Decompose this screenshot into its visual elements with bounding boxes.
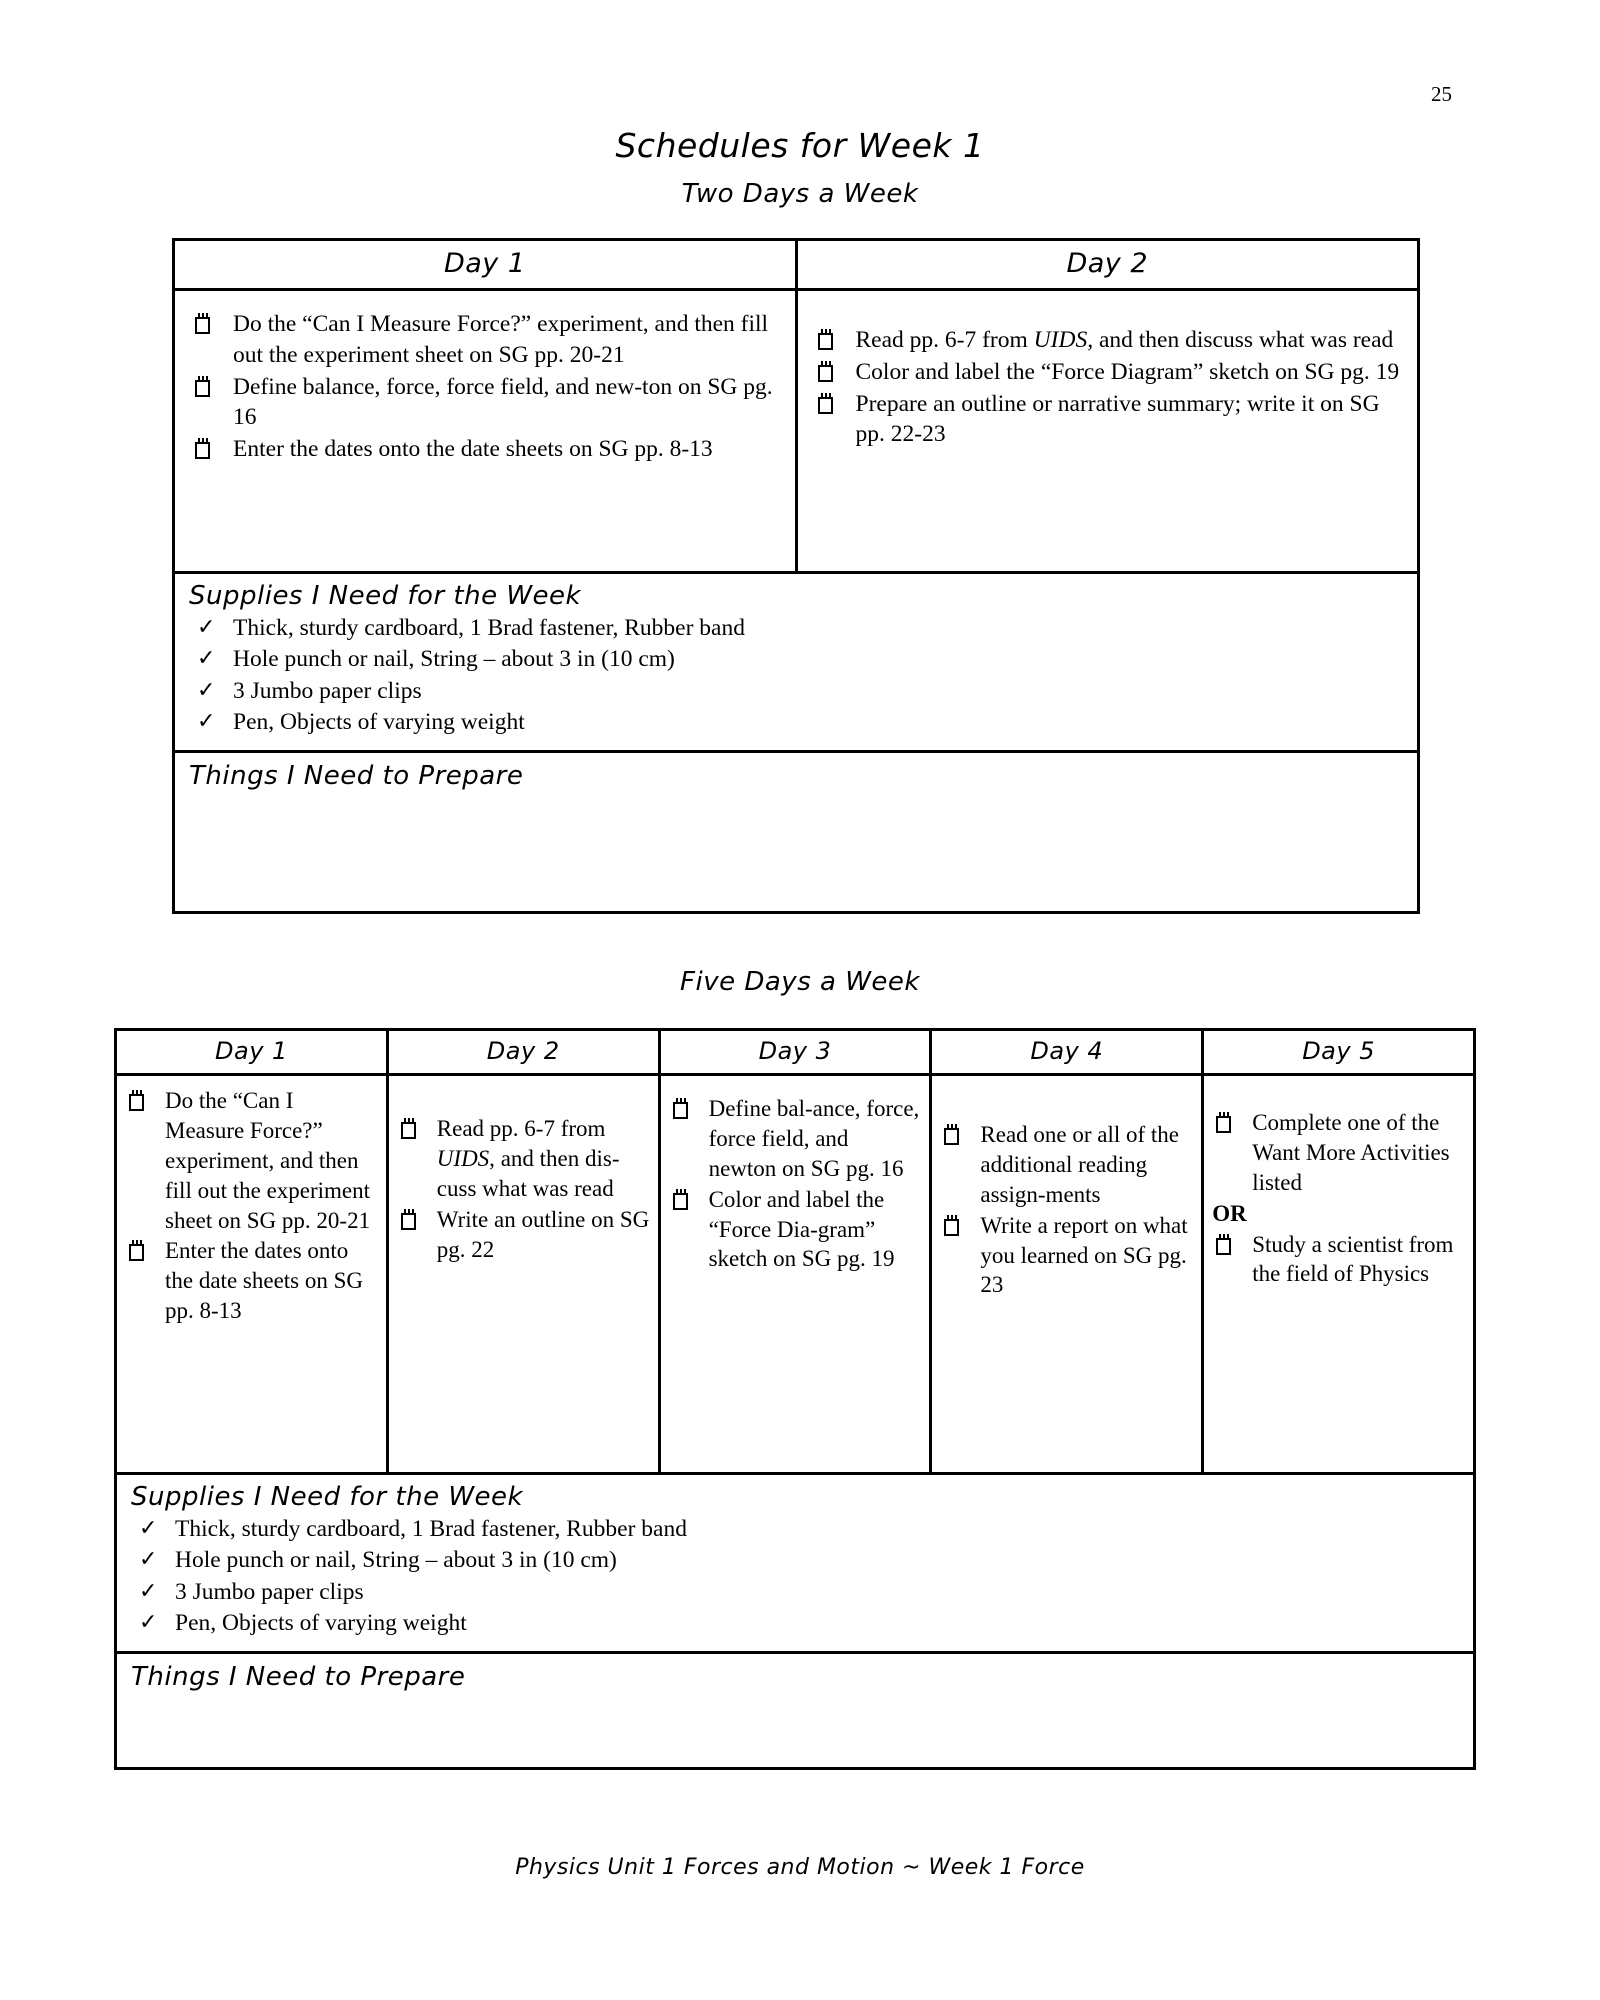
supplies-heading: Supplies I Need for the Week: [189, 581, 582, 611]
task-text: Write a report on what you learned on SG pg. 23: [980, 1212, 1188, 1298]
task-item[interactable]: [940, 1211, 1193, 1301]
five-days-section-title: Five Days a Week: [680, 967, 920, 997]
column-header-day-5: Day 5: [1201, 1031, 1473, 1073]
day-1-cell: [175, 291, 795, 571]
supply-text: Hole punch or nail, String – about 3 in (10 cm): [233, 646, 675, 673]
or-separator: OR: [1212, 1200, 1247, 1226]
task-text: Define bal-ance, force, force field, and newton on SG pg. 16: [708, 1096, 920, 1181]
five-days-supplies-section: [117, 1475, 1473, 1654]
supply-text: Thick, sturdy cardboard, 1 Brad fastener, Rubber band: [233, 615, 745, 641]
task-text: Do the “Can I Measure Force?” experiment, and then fill out the experiment sheet on SG pp. 20-21: [233, 311, 769, 368]
task-item[interactable]: [189, 434, 779, 465]
page-title: Schedules for Week 1: [615, 126, 985, 165]
task-item[interactable]: [125, 1236, 378, 1326]
supply-item[interactable]: [189, 676, 1403, 707]
column-header-day-1: Day 1: [215, 1037, 288, 1065]
notepad-icon: [818, 361, 836, 383]
task-text: Color and label the “Force Dia-gram” sketch on SG pg. 19: [708, 1186, 895, 1272]
day-3-task-list: [669, 1094, 922, 1274]
day-4-task-list: [940, 1120, 1193, 1300]
notepad-icon: [1216, 1234, 1234, 1256]
supply-text: Pen, Objects of varying weight: [233, 708, 525, 735]
page-footer: Physics Unit 1 Forces and Motion ~ Week 1 Force: [515, 1855, 1085, 1880]
supply-text: Pen, Objects of varying weight: [175, 1609, 467, 1636]
supply-text: 3 Jumbo paper clips: [233, 677, 422, 704]
five-days-prepare-section[interactable]: [117, 1654, 1473, 1754]
supply-text: Hole punch or nail, String – about 3 in (10 cm): [175, 1547, 617, 1574]
notepad-icon: [195, 376, 213, 398]
notepad-icon: [1216, 1112, 1234, 1134]
supply-item[interactable]: [189, 707, 1403, 738]
notepad-icon: [818, 329, 836, 351]
day-1-cell: [117, 1076, 386, 1472]
notepad-icon: [401, 1209, 419, 1231]
day-1-task-list: [125, 1086, 378, 1326]
page-number: 25: [1431, 82, 1452, 106]
task-item[interactable]: [189, 309, 779, 371]
day-3-cell: [658, 1076, 930, 1472]
task-item[interactable]: [1212, 1230, 1465, 1290]
two-days-supplies-section: [175, 574, 1417, 753]
column-header-day-2: Day 2: [386, 1031, 658, 1073]
task-text-pre: Read pp. 6-7 from: [855, 327, 1034, 353]
prepare-heading: Things I Need to Prepare: [131, 1662, 466, 1692]
supply-item[interactable]: [131, 1545, 1459, 1576]
task-text: Study a scientist from the field of Physics: [1252, 1231, 1454, 1287]
task-item[interactable]: [812, 325, 1402, 356]
check-icon: ✓: [197, 677, 216, 703]
supplies-heading: Supplies I Need for the Week: [131, 1482, 524, 1512]
column-header-day-4: Day 4: [929, 1031, 1201, 1073]
notepad-icon: [401, 1118, 419, 1140]
supply-item[interactable]: [131, 1608, 1459, 1639]
notepad-icon: [195, 438, 213, 460]
prepare-heading: Things I Need to Prepare: [189, 761, 524, 791]
task-item[interactable]: [669, 1185, 922, 1275]
task-text-post: and then discuss what was read: [1093, 327, 1394, 353]
task-text: Complete one of the Want More Activities listed: [1252, 1110, 1450, 1195]
task-item[interactable]: [397, 1205, 650, 1265]
check-icon: ✓: [139, 1578, 158, 1604]
check-icon: ✓: [197, 708, 216, 734]
task-item[interactable]: [397, 1114, 650, 1204]
two-days-schedule-table: [172, 238, 1420, 914]
task-text: Prepare an outline or narrative summary; write it on SG pp. 22-23: [855, 390, 1380, 448]
day-2-cell: [386, 1076, 658, 1472]
notepad-icon: [944, 1124, 962, 1146]
day-4-cell: [929, 1076, 1201, 1472]
task-text-pre: Read pp. 6-7 from: [436, 1116, 606, 1141]
task-item[interactable]: [669, 1094, 922, 1184]
two-days-subtitle: Two Days a Week: [681, 179, 919, 209]
task-item[interactable]: [125, 1086, 378, 1235]
five-days-body-row: [117, 1076, 1473, 1475]
task-text: Read one or all of the additional reading assign-ments: [980, 1122, 1180, 1207]
task-text: Enter the dates onto the date sheets on SG pp. 8-13: [233, 436, 713, 463]
task-text: Define balance, force, force field, and new-ton on SG pg. 16: [233, 373, 773, 431]
supply-text: Thick, sturdy cardboard, 1 Brad fastener, Rubber band: [175, 1516, 687, 1542]
supply-item[interactable]: [189, 644, 1403, 675]
supply-item[interactable]: [131, 1577, 1459, 1608]
five-days-header-row: [117, 1031, 1473, 1076]
column-header-day-1: Day 1: [443, 248, 526, 279]
task-text-italic: UIDS,: [1033, 327, 1094, 353]
day-1-task-list: [189, 309, 779, 465]
task-text-post: and then dis-cuss what was read: [436, 1145, 620, 1201]
check-icon: ✓: [139, 1609, 158, 1635]
task-text: Color and label the “Force Diagram” sketch on SG pg. 19: [855, 358, 1400, 385]
day-2-task-list: [397, 1114, 650, 1264]
task-text: Do the “Can I Measure Force?” experiment, and then fill out the experiment sheet on SG pp. 20-21: [165, 1088, 371, 1233]
task-item[interactable]: [189, 372, 779, 434]
notepad-icon: [673, 1189, 691, 1211]
notepad-icon: [818, 393, 836, 415]
day-5-task-list: [1212, 1108, 1465, 1289]
supply-text: 3 Jumbo paper clips: [175, 1578, 364, 1605]
check-icon: ✓: [197, 615, 216, 640]
check-icon: ✓: [139, 1547, 158, 1573]
five-days-schedule-table: [114, 1028, 1476, 1770]
task-text-italic: UIDS,: [436, 1145, 495, 1171]
notepad-icon: [673, 1098, 691, 1120]
supplies-list: [131, 1514, 1459, 1639]
notepad-icon: [129, 1090, 147, 1112]
supplies-list: [189, 613, 1403, 738]
task-text: Write an outline on SG pg. 22: [436, 1206, 650, 1262]
check-icon: ✓: [139, 1516, 158, 1541]
day-5-cell: [1201, 1076, 1473, 1472]
column-header-day-3: Day 3: [658, 1031, 930, 1073]
supply-item[interactable]: [189, 613, 1403, 644]
task-text: Enter the dates onto the date sheets on SG pp. 8-13: [165, 1238, 364, 1324]
supply-item[interactable]: [131, 1514, 1459, 1545]
notepad-icon: [129, 1240, 147, 1262]
day-2-cell: [795, 291, 1418, 571]
two-days-header-row: [175, 241, 1417, 291]
check-icon: ✓: [197, 646, 216, 672]
notepad-icon: [195, 313, 213, 335]
column-header-day-2: Day 2: [795, 241, 1418, 288]
task-item[interactable]: [812, 357, 1402, 388]
task-item[interactable]: [940, 1120, 1193, 1210]
day-2-task-list: [812, 325, 1402, 450]
two-days-body-row: [175, 291, 1417, 574]
two-days-prepare-section[interactable]: [175, 753, 1417, 849]
task-item[interactable]: [812, 389, 1402, 451]
notepad-icon: [944, 1215, 962, 1237]
task-item[interactable]: [1212, 1108, 1465, 1198]
